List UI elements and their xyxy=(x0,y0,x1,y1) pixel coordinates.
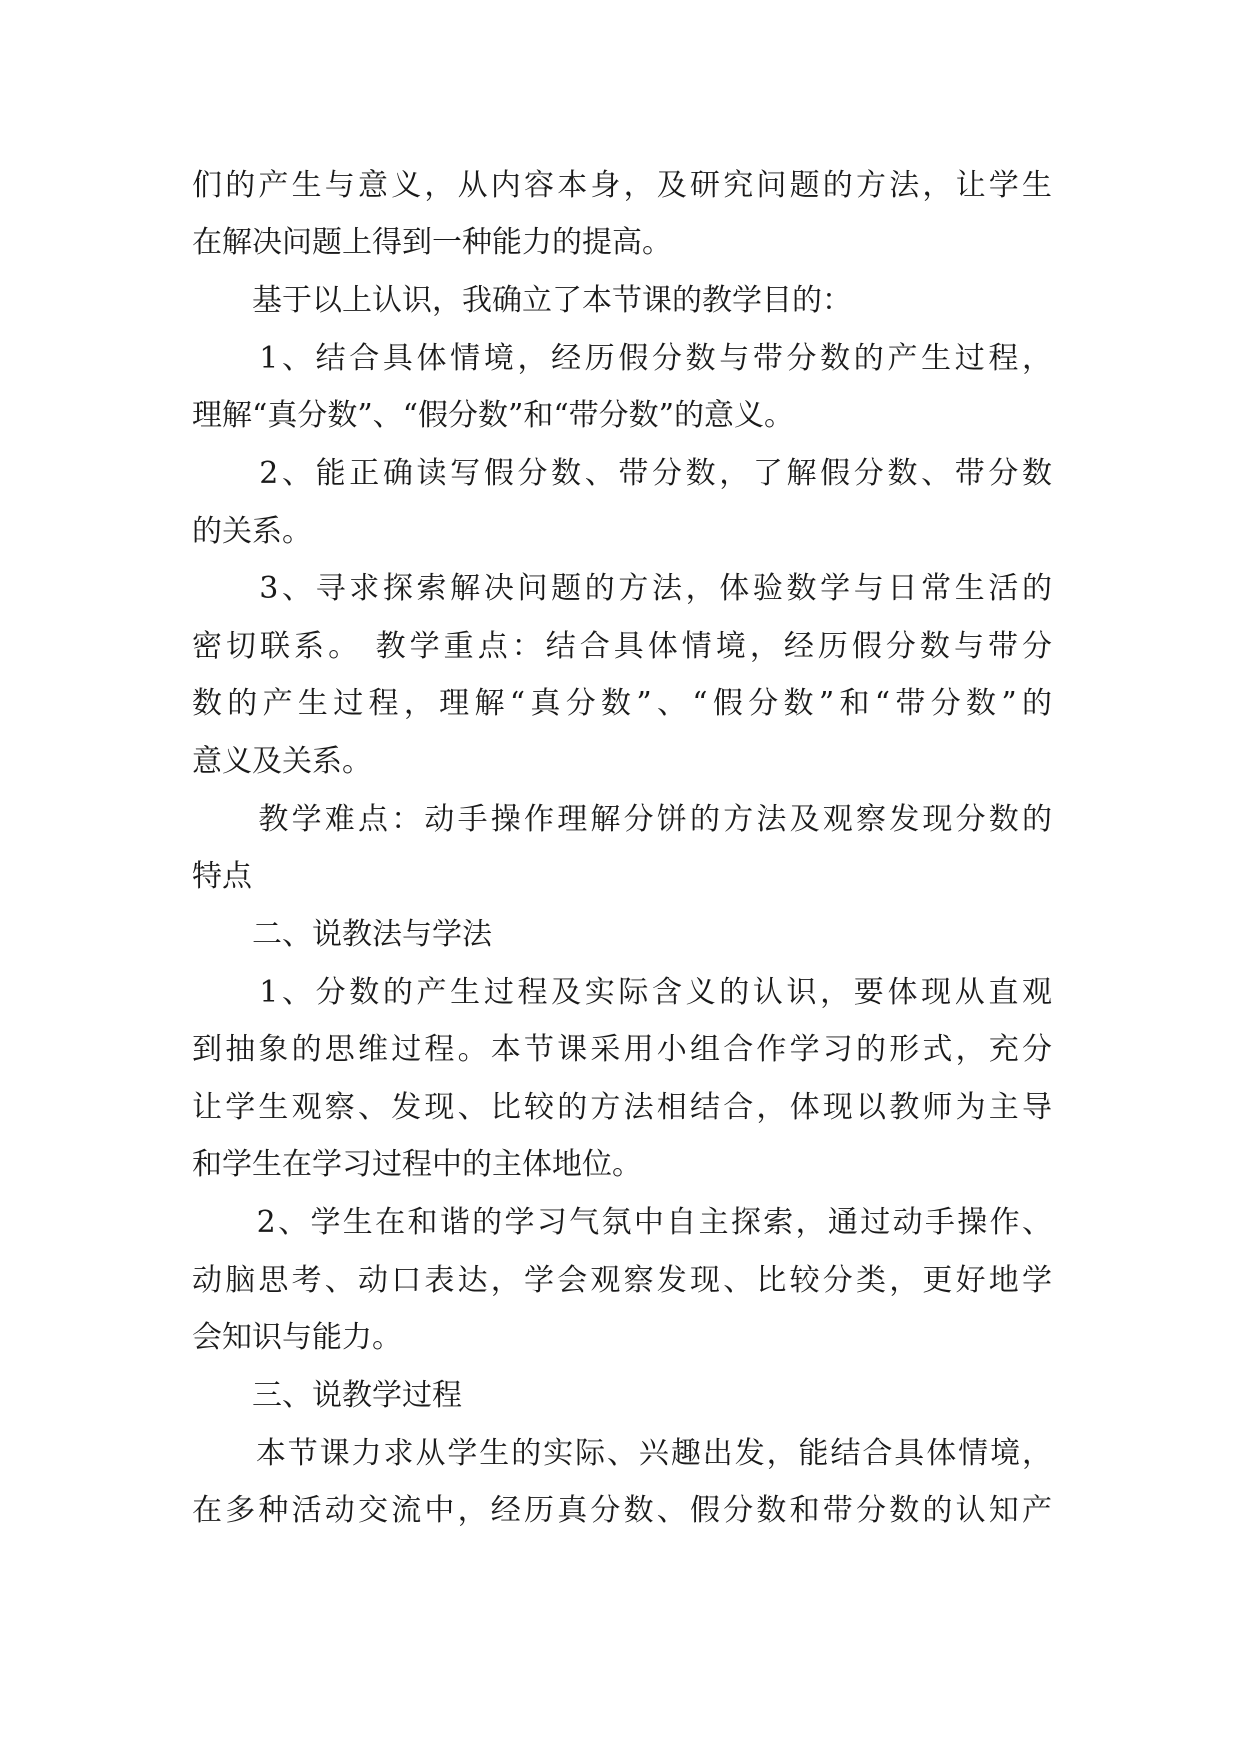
text-line: 理解“真分数”、“假分数”和“带分数”的意义。 xyxy=(192,398,795,433)
text-line: 3、寻求探索解决问题的方法，体验数学与日常生活的 xyxy=(192,571,1052,606)
text-line: 2、学生在和谐的学习气氛中自主探索，通过动手操作、 xyxy=(192,1205,1052,1240)
text-line: 基于以上认识，我确立了本节课的教学目的： xyxy=(192,283,852,318)
text-line: 在解决问题上得到一种能力的提高。 xyxy=(192,225,672,260)
text-line: 和学生在学习过程中的主体地位。 xyxy=(192,1147,642,1182)
text-line: 密切联系。 教学重点：结合具体情境，经历假分数与带分 xyxy=(192,629,1052,664)
text-line: 2、能正确读写假分数、带分数，了解假分数、带分数 xyxy=(192,456,1052,491)
text-line: 1、结合具体情境，经历假分数与带分数的产生过程， xyxy=(192,341,1052,376)
text-line: 让学生观察、发现、比较的方法相结合，体现以教师为主导 xyxy=(192,1090,1052,1125)
text-line: 的关系。 xyxy=(192,514,312,549)
text-line: 意义及关系。 xyxy=(192,744,372,779)
section-heading: 三、说教学过程 xyxy=(192,1378,462,1413)
section-heading: 二、说教法与学法 xyxy=(192,917,492,952)
text-line: 在多种活动交流中，经历真分数、假分数和带分数的认知产 xyxy=(192,1493,1052,1528)
text-line: 动脑思考、动口表达，学会观察发现、比较分类，更好地学 xyxy=(192,1263,1052,1298)
text-line: 到抽象的思维过程。本节课采用小组合作学习的形式，充分 xyxy=(192,1032,1052,1067)
text-line: 特点 xyxy=(192,859,252,894)
text-line: 会知识与能力。 xyxy=(192,1320,402,1355)
text-line: 1、分数的产生过程及实际含义的认识，要体现从直观 xyxy=(192,975,1052,1010)
text-line: 教学难点：动手操作理解分饼的方法及观察发现分数的 xyxy=(192,802,1052,837)
text-line: 们的产生与意义，从内容本身，及研究问题的方法，让学生 xyxy=(192,168,1052,203)
text-line: 本节课力求从学生的实际、兴趣出发，能结合具体情境， xyxy=(192,1436,1052,1471)
text-line: 数的产生过程，理解“真分数”、“假分数”和“带分数”的 xyxy=(192,686,1052,721)
